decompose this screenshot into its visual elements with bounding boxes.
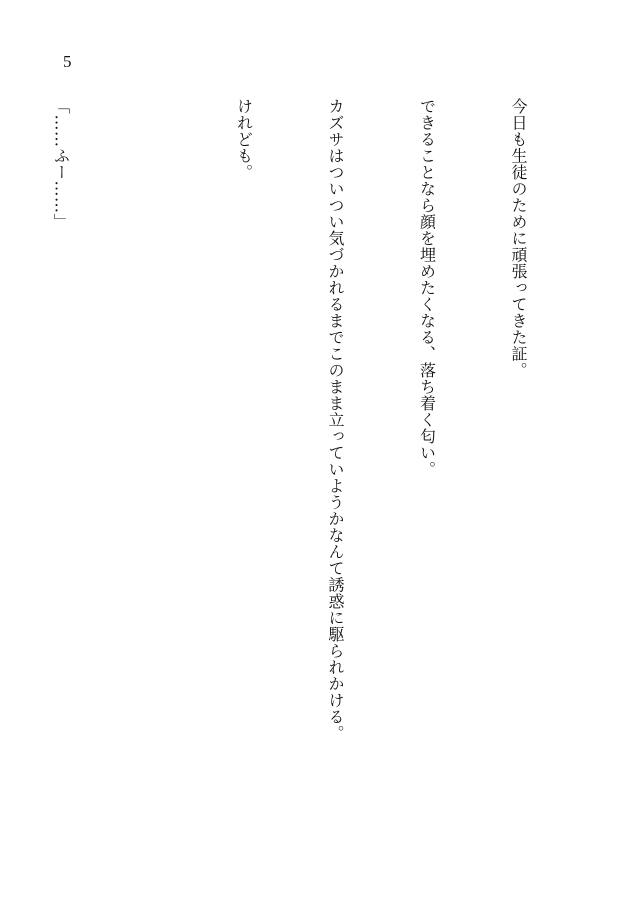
text-line: 「……ふー……」 [51, 98, 71, 230]
vertical-text-body [0, 98, 594, 858]
text-line: カズサはついつい気づかれるまでこのまま立っていようかなんて誘惑に駆られかける。 [326, 98, 345, 742]
text-line: 今日も生徒のために頑張ってきた証。 [509, 98, 528, 379]
blank-line [137, 98, 168, 858]
text-line: けれども。 [234, 98, 254, 181]
text-line: できることなら顔を埋めたくなる、落ち着く匂い。 [417, 98, 437, 478]
page-number: 5 [63, 52, 72, 71]
